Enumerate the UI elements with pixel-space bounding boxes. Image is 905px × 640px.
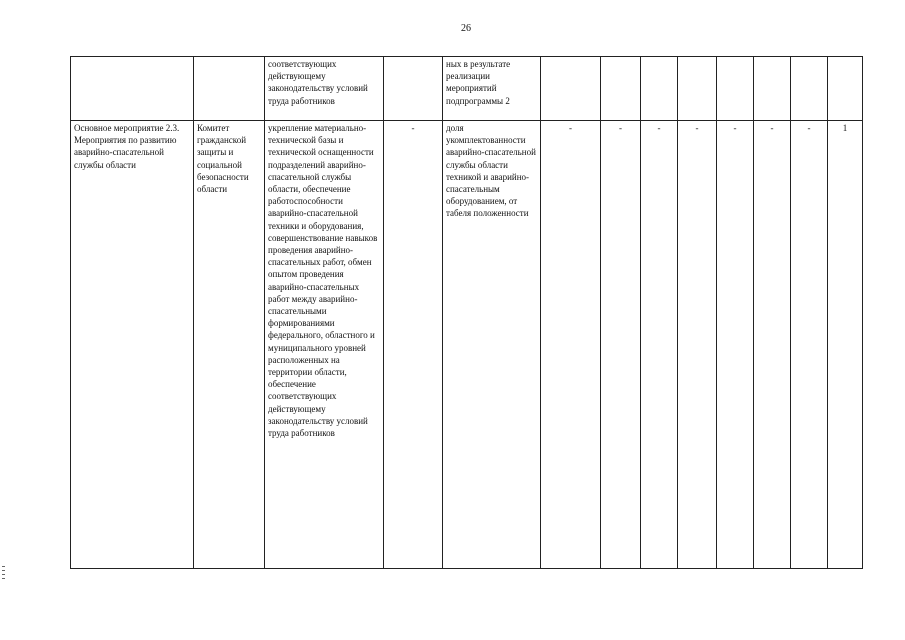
value-cell bbox=[601, 57, 641, 121]
value-cell: - bbox=[541, 121, 601, 569]
value-cell bbox=[641, 57, 678, 121]
scan-edge-mark bbox=[2, 566, 5, 582]
page-number: 26 bbox=[461, 23, 471, 34]
value-cell: - bbox=[791, 121, 828, 569]
value-cell: - bbox=[717, 121, 754, 569]
value-cell: - bbox=[754, 121, 791, 569]
executor-cell bbox=[194, 57, 265, 121]
indicator-cell: доля укомплектованности аварийно-спасательной службы области техникой и аварийно-спасательным оборудованием, от табеля положенности bbox=[443, 121, 541, 569]
value-cell bbox=[754, 57, 791, 121]
value-cell: - bbox=[601, 121, 641, 569]
table-row bbox=[71, 121, 863, 569]
activity-cell bbox=[71, 57, 194, 121]
value-cell bbox=[828, 57, 863, 121]
value-cell: - bbox=[678, 121, 717, 569]
value-cell: - bbox=[641, 121, 678, 569]
indicator-cell: ных в результате реализации мероприятий подпрограммы 2 bbox=[443, 57, 541, 121]
dash-cell bbox=[384, 57, 443, 121]
value-cell bbox=[541, 57, 601, 121]
program-table bbox=[70, 56, 863, 569]
executor-cell: Комитет гражданской защиты и социальной безопасности области bbox=[194, 121, 265, 569]
content-cell: соответствующих действующему законодательству условий труда работников bbox=[265, 57, 384, 121]
activity-cell: Основное мероприятие 2.3. Мероприятия по развитию аварийно-спасательной службы области bbox=[71, 121, 194, 569]
table-row bbox=[71, 57, 863, 121]
value-cell bbox=[791, 57, 828, 121]
dash-cell: - bbox=[384, 121, 443, 569]
value-cell bbox=[678, 57, 717, 121]
value-cell bbox=[717, 57, 754, 121]
content-cell: укрепление материально-технической базы и технической оснащенности подразделений аварийно-спасательной службы области, обеспечение работоспособности аварийно-спасательной техники и оборудования, совершенствование навыков проведения аварийно-спасательных работ, обмен опытом проведения аварийно-спасательных работ между аварийно-спасательными формированиями федерального, областного и муниципального уровней расположенных на территории области, обеспечение соответствующих действующему законодательству условий труда работников bbox=[265, 121, 384, 569]
value-cell: 1 bbox=[828, 121, 863, 569]
